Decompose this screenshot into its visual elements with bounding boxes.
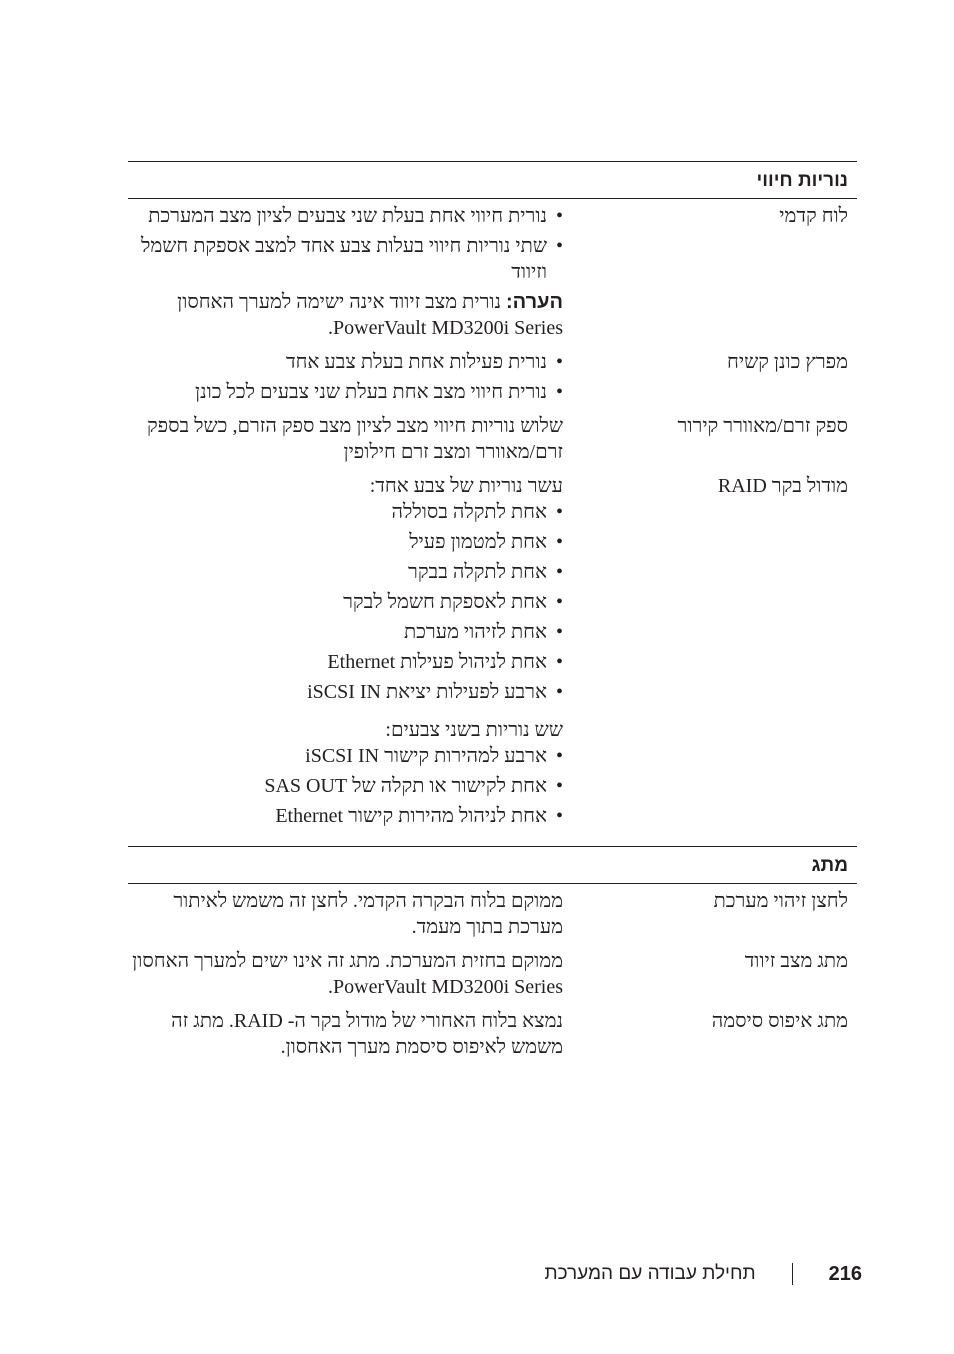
bullet-list: [128, 499, 563, 705]
table-row: [128, 199, 857, 341]
list-item: • אחת לתקלה בסוללה: [128, 499, 563, 525]
section-heading-switches: מתג: [811, 855, 848, 876]
led-indicators-table: [128, 161, 857, 833]
switches-table: [128, 846, 857, 1060]
table-row: [128, 409, 857, 465]
row-description: [128, 413, 563, 465]
list-item: • שתי נוריות חיווי בעלות צבע אחד למצב אספקת חשמל וזיווד: [128, 233, 563, 285]
bullet-list: [128, 203, 563, 285]
note-label: הערה:: [506, 291, 563, 313]
chapter-title: תחילת עבודה עם המערכת: [544, 1263, 756, 1284]
list-item: • אחת לאספקת חשמל לבקר: [128, 589, 563, 615]
row-label: מתג מצב זיווד: [744, 950, 848, 972]
list-item: • נורית חיווי אחת בעלת שני צבעים לציון מצב המערכת: [128, 203, 563, 229]
row-label: לחצן זיהוי מערכת: [713, 890, 848, 912]
row-text: ממוקם בחזית המערכת. מתג זה אינו ישים למערך האחסון PowerVault MD3200i Series.: [132, 950, 563, 998]
row-label: מתג איפוס סיסמה: [711, 1010, 848, 1032]
list-item: • ארבע למהירות קישור iSCSI IN: [128, 743, 563, 769]
bullet-list: [128, 743, 563, 829]
list-item: • אחת לקישור או תקלה של SAS OUT: [128, 773, 563, 799]
list-lead: שש נוריות בשני צבעים:: [385, 719, 563, 741]
row-text: ממוקם בלוח הבקרה הקדמי. לחצן זה משמש לאיתור מערכת בתוך מעמד.: [173, 890, 563, 938]
page-footer: [500, 1259, 862, 1289]
list-item: • אחת לזיהוי מערכת: [128, 619, 563, 645]
list-lead: עשר נוריות של צבע אחד:: [369, 475, 563, 497]
row-description: [128, 349, 563, 409]
list-item: • נורית חיווי מצב אחת בעלת שני צבעים לכל כונן: [128, 379, 563, 405]
table-row: [128, 465, 857, 833]
list-item: • אחת לניהול פעילות Ethernet: [128, 649, 563, 675]
row-description: [128, 888, 563, 940]
table-row: [128, 884, 857, 940]
row-description: [128, 1008, 563, 1060]
table-row: [128, 341, 857, 409]
table-row: [128, 1000, 857, 1060]
row-label: מפרץ כונן קשיח: [726, 351, 848, 373]
note: [128, 289, 563, 341]
list-item: • נורית פעילות אחת בעלת צבע אחד: [128, 349, 563, 375]
row-label: מודול בקר RAID: [717, 475, 848, 497]
row-description: [128, 948, 563, 1000]
row-label: ספק זרם/מאוורר קירור: [677, 415, 848, 437]
list-item: • ארבע לפעילות יציאת iSCSI IN: [128, 679, 563, 705]
row-description: [128, 473, 563, 833]
table-row: [128, 940, 857, 1000]
bullet-list: [128, 349, 563, 405]
note-text: נורית מצב זיווד אינה ישימה למערך האחסון PowerVault MD3200i Series.: [177, 291, 563, 339]
list-item: • אחת לניהול מהירות קישור Ethernet: [128, 803, 563, 829]
row-text: נמצא בלוח האחורי של מודול בקר ה- RAID. מתג זה משמש לאיפוס סיסמת מערך האחסון.: [171, 1010, 563, 1058]
row-text: שלוש נוריות חיווי מצב לציון מצב ספק הזרם, כשל בספק זרם/מאוורר ומצב זרם חילופין: [146, 415, 563, 463]
footer-divider: [792, 1263, 793, 1285]
list-item: • אחת למטמון פעיל: [128, 529, 563, 555]
section-heading-leds: נוריות חיווי: [756, 170, 848, 191]
row-label: לוח קדמי: [779, 205, 848, 227]
row-description: [128, 203, 563, 341]
list-item: • אחת לתקלה בבקר: [128, 559, 563, 585]
page-number: 216: [828, 1262, 862, 1285]
